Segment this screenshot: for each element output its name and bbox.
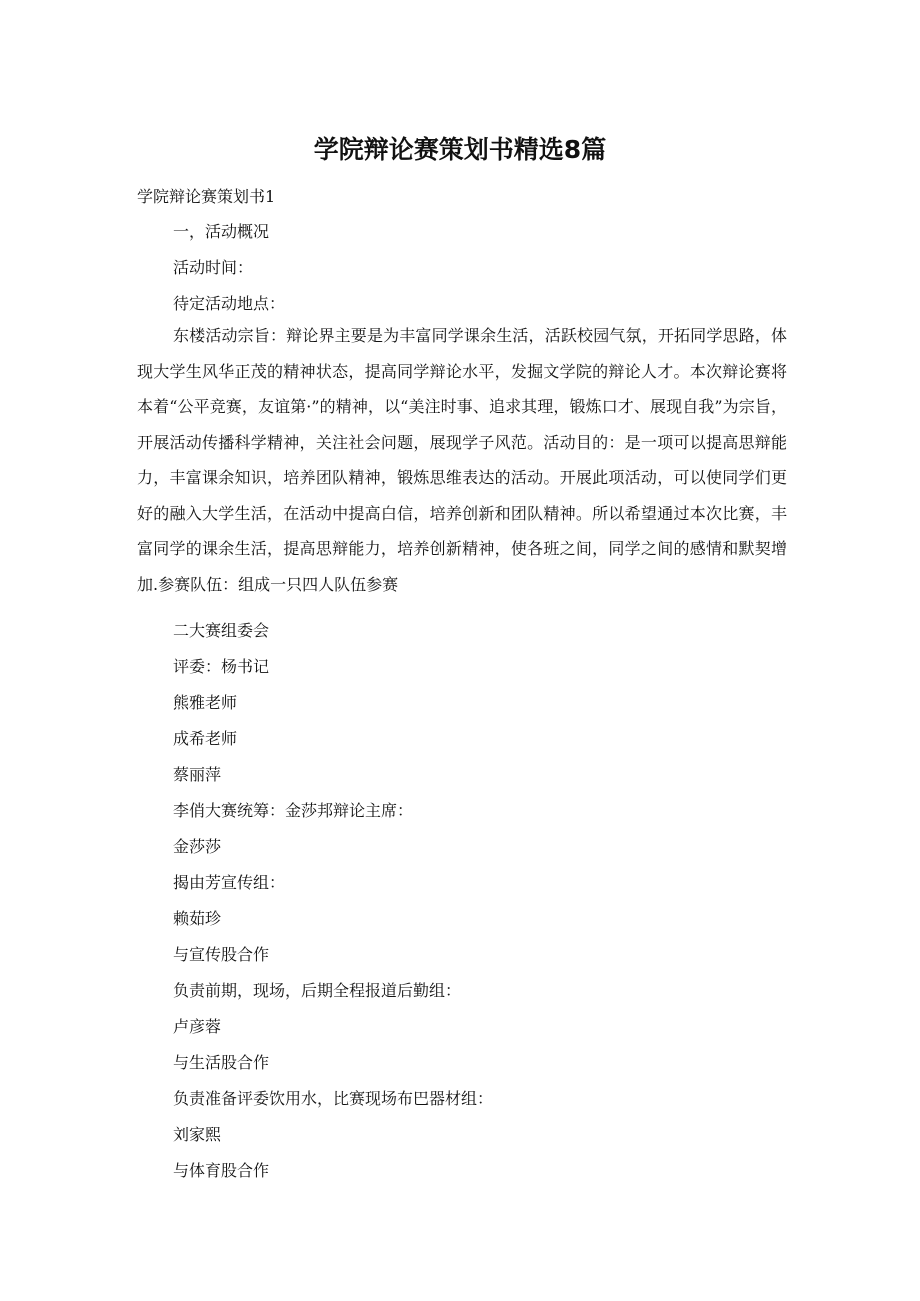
text-line: 负责准备评委饮用水，比赛现场布巴器材组： [173,1089,494,1108]
text-line: 卢彦蓉 [173,1017,222,1036]
text-line: 成希老师 [173,729,238,748]
text-line: 赖茹珍 [173,909,222,928]
text-line: 与体育股合作 [173,1161,270,1180]
text-line: 与生活股合作 [173,1053,270,1072]
document-title: 学院辩论赛策划书精选8篇 [313,135,607,164]
text-line: 金莎莎 [173,837,222,856]
text-line: 揭由芳宣传组： [173,873,286,892]
text-line: 李俏大赛统筹：金莎邦辩论主席： [173,801,414,820]
text-line: 一，活动概况 [173,222,270,241]
text-line: 评委：杨书记 [173,657,270,676]
text-line: 负责前期，现场，后期全程报道后勤组： [173,981,462,1000]
text-line: 待定活动地点： [173,294,286,313]
text-line: 熊雅老师 [173,693,238,712]
text-line: 活动时间： [173,258,254,277]
section-title: 学院辩论赛策划书1 [137,187,276,206]
text-line: 刘家熙 [173,1125,222,1144]
body-paragraph: 东楼活动宗旨：辩论界主要是为丰富同学课余生活，活跃校园气氛，开拓同学思路，体现大学生风华正茂的精神状态，提高同学辩论水平，发掘文学院的辩论人才。本次辩论赛将本着“公平竞赛，友谊第·”的精神，以“美注时事、追求其理，锻炼口才、展现自我”为宗旨，开展活动传播科学精神，关注社会问题，展现学子风范。活动目的：是一项可以提高思辩能力，丰富课余知识，培养团队精神，锻炼思维表达的活动。开展此项活动，可以使同学们更好的融入大学生活，在活动中提高白信，培养创新和团队精神。所以希望通过本次比赛，丰富同学的课余生活，提高思辩能力，培养创新精神，使各班之间，同学之间的感情和默契增加.参赛队伍：组成一只四人队伍参赛 [137,326,787,594]
text-line: 蔡丽萍 [173,765,222,784]
text-line: 二大赛组委会 [173,621,270,640]
text-line: 与宣传股合作 [173,945,270,964]
